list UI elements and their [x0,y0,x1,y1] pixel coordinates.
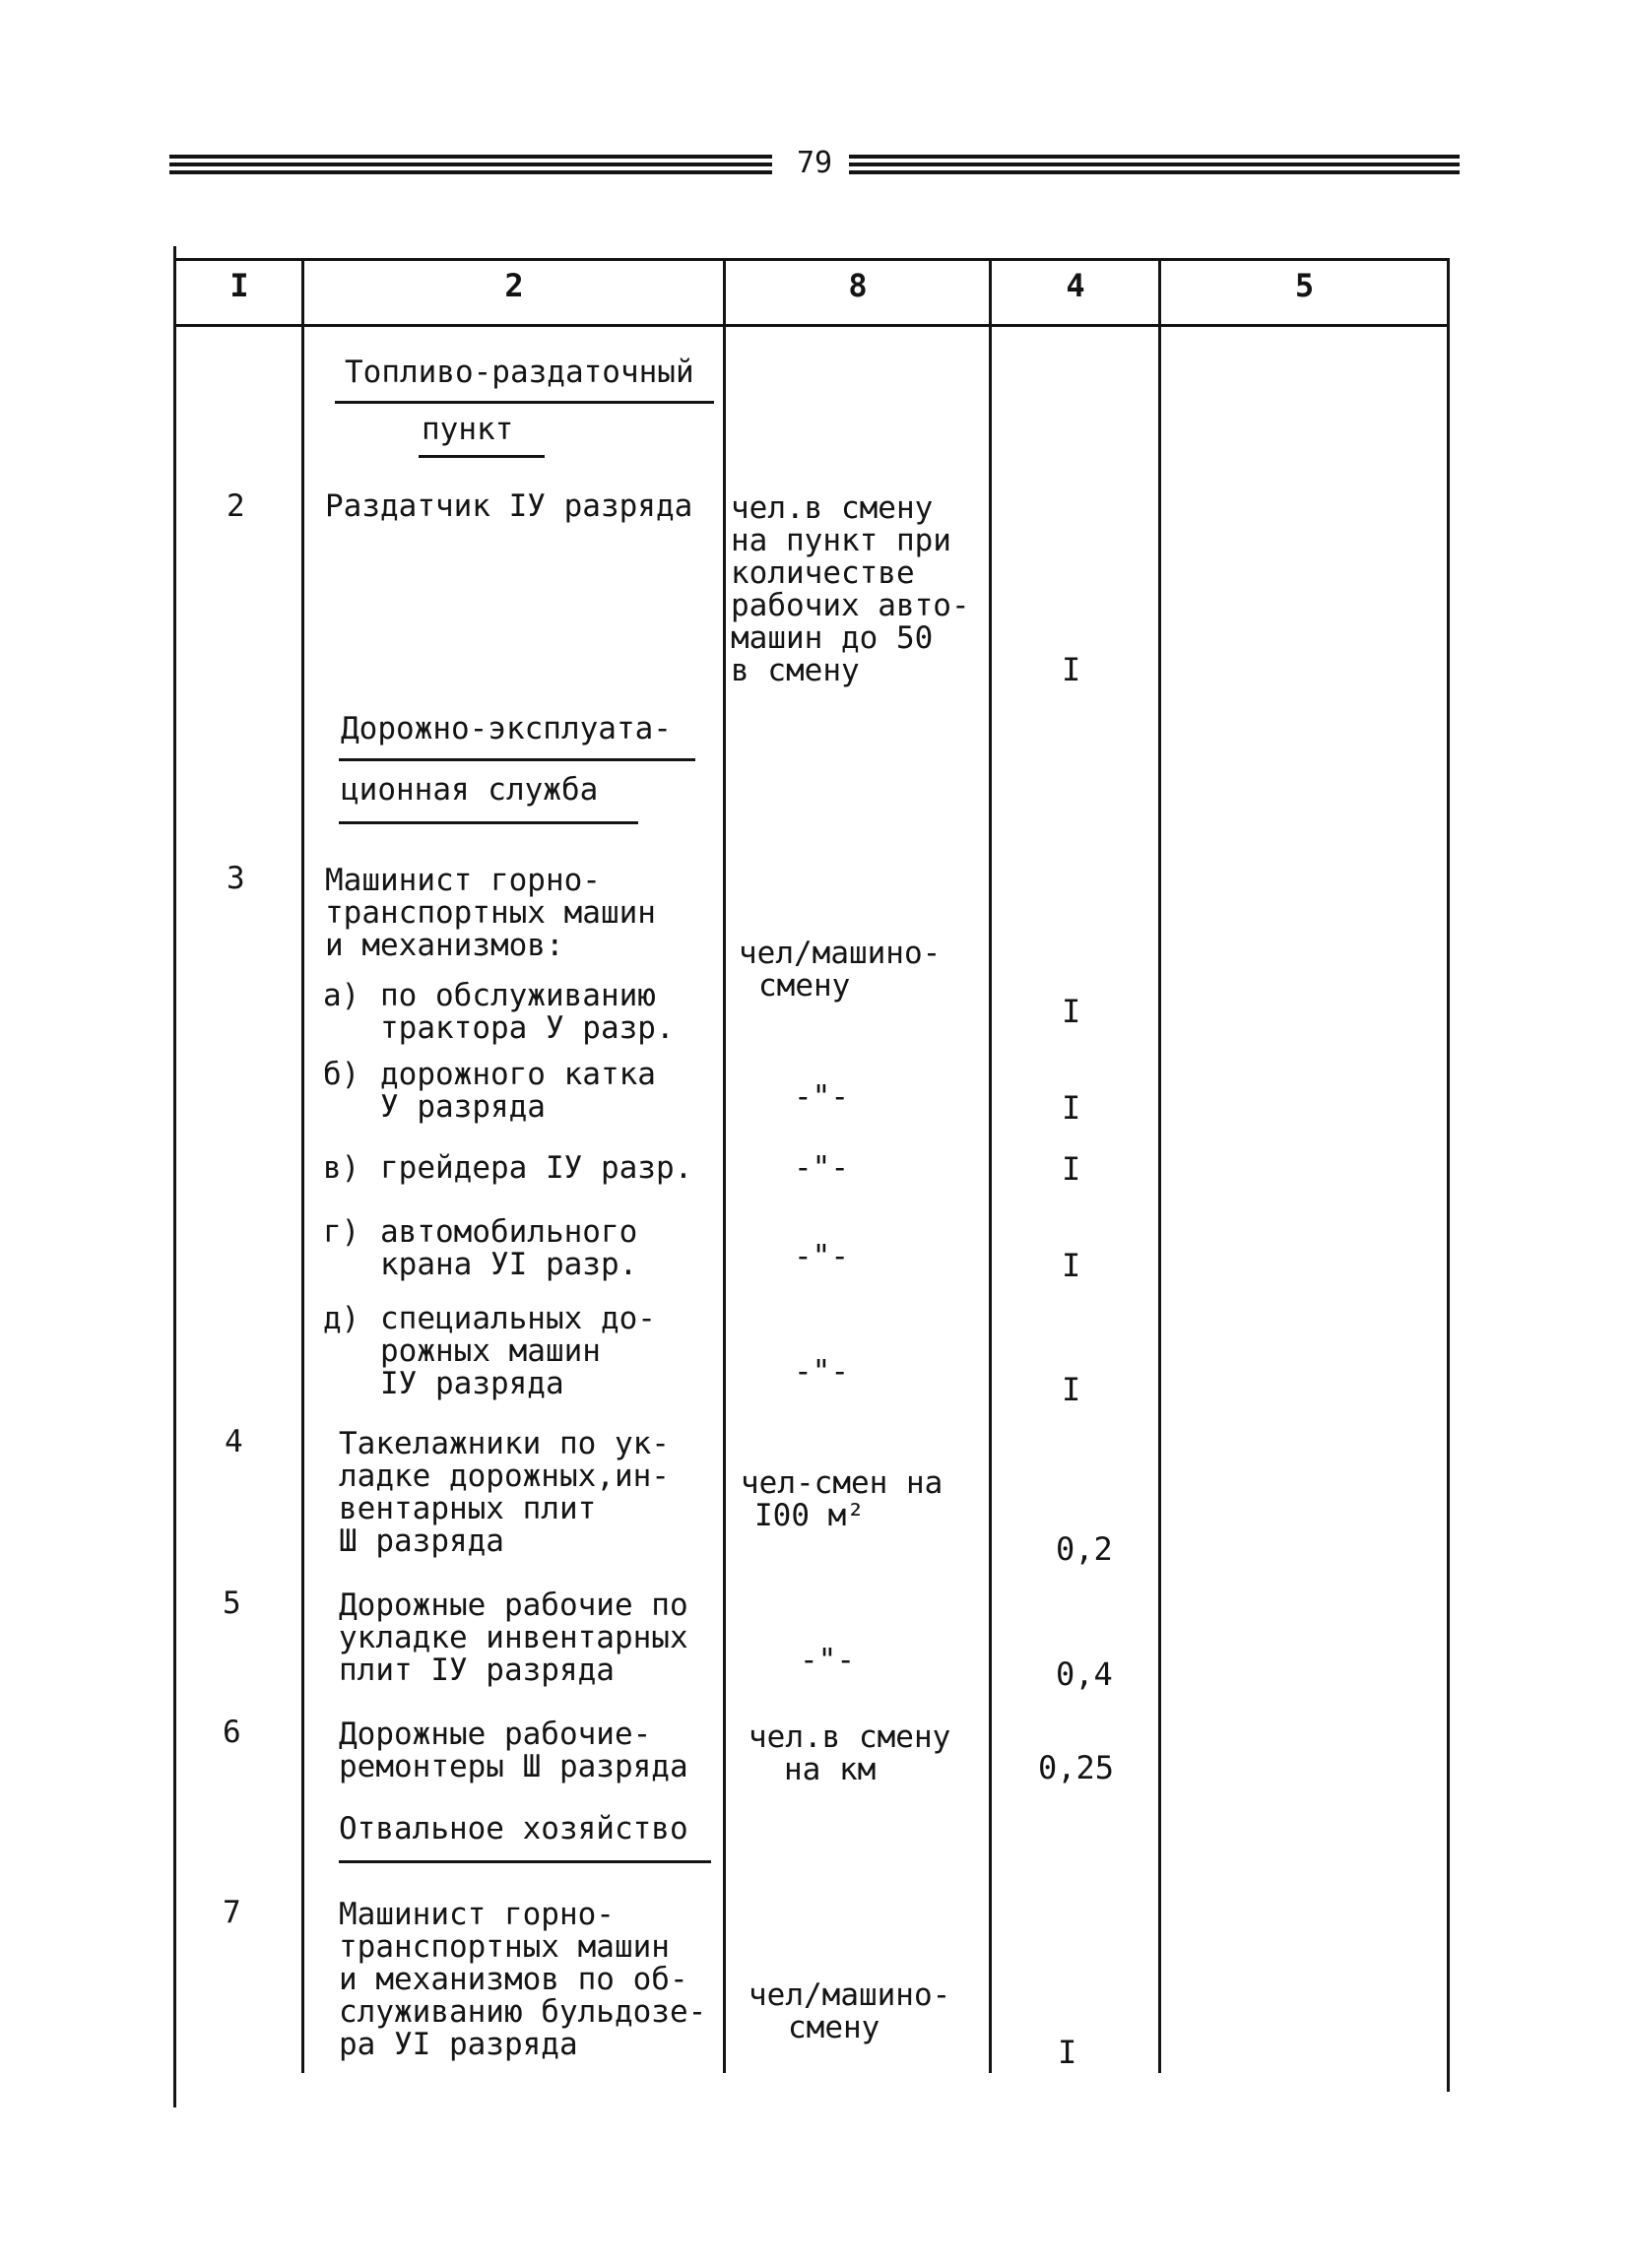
row-name: плит IУ разряда [339,1652,615,1688]
column-header: 4 [1066,267,1085,304]
row-value: 0,4 [1056,1655,1113,1693]
section-title: пункт [422,412,514,447]
row-name: ремонтеры Ш разряда [339,1749,688,1784]
row-number: 6 [223,1715,241,1750]
section-title: Топливо-раздаточный [345,355,694,390]
header-rule-right [849,155,1460,159]
column-divider [301,258,304,2073]
row-number: 7 [223,1895,241,1930]
subitem-letter: а) [323,978,360,1013]
subitem-unit: -"- [794,1150,849,1186]
subitem-letter: б) [323,1057,360,1092]
section-underline [335,401,714,404]
row-unit: в смену [731,653,860,688]
header-rule-right [849,170,1460,174]
row-number: 4 [225,1424,243,1459]
row-number: 3 [227,861,245,896]
section-underline [339,758,695,761]
table-left-border [173,246,176,2107]
row-value: 0,25 [1038,1749,1115,1786]
row-unit: количестве [731,555,915,591]
row-unit: чел.в смену [749,1719,951,1755]
row-value: 0,2 [1056,1530,1113,1568]
row-value: I [1062,651,1081,688]
section-title: ционная служба [341,772,599,808]
row-name: и механизмов по об- [339,1962,688,1997]
table-top-border [173,258,1450,261]
row-name: ладке дорожных,ин- [339,1458,670,1494]
row-name: укладке инвентарных [339,1620,688,1655]
row-unit: рабочих авто- [731,588,970,623]
subitem-letter: д) [323,1301,360,1336]
header-rule-left [169,162,772,166]
row-name: Дорожные рабочие- [339,1717,652,1752]
subitem-text: IУ разряда [380,1366,564,1401]
subitem-unit: -"- [794,1354,849,1390]
section-underline [419,455,545,458]
subitem-value: I [1062,1247,1081,1284]
page-number: 79 [796,146,833,180]
subitem-letter: в) [323,1150,360,1186]
row-number: 2 [227,488,245,524]
row-name: Машинист горно- [325,863,601,898]
section-underline [339,821,638,824]
subitem-unit: -"- [794,1079,849,1115]
column-header: 8 [848,267,868,304]
row-unit: на км [784,1752,877,1787]
table-header-divider [173,324,1450,327]
row-name: Такелажники по ук- [339,1426,670,1461]
row-unit: чел/машино- [749,1977,951,2013]
row-unit: на пункт при [731,523,951,558]
column-divider [1158,258,1161,2073]
row-unit: I00 м² [754,1498,865,1533]
header-rule-left [169,155,772,159]
subitem-unit: -"- [794,1239,849,1274]
row-unit: смену [758,968,851,1004]
subitem-text: крана УI разр. [380,1247,638,1282]
header-rule-left [169,170,772,174]
section-underline [339,1860,711,1863]
row-unit: чел/машино- [739,936,942,971]
row-name: Машинист горно- [339,1897,615,1932]
section-title: Дорожно-эксплуата- [341,711,672,746]
subitem-value: I [1062,1371,1081,1408]
column-divider [989,258,992,2073]
row-number: 5 [223,1586,241,1621]
row-unit: чел.в смену [731,490,934,526]
subitem-text: У разряда [380,1089,546,1125]
column-header: 2 [504,267,524,304]
subitem-text: по обслуживанию [380,978,656,1013]
subitem-text: специальных до- [380,1301,656,1336]
row-value: I [1058,2034,1077,2071]
subitem-letter: г) [323,1214,360,1250]
column-divider [723,258,726,2073]
section-title: Отвальное хозяйство [339,1811,688,1847]
subitem-value: I [1062,1150,1081,1188]
row-unit: машин до 50 [731,620,934,656]
row-name: ра УI разряда [339,2027,578,2062]
column-header: I [229,267,249,304]
header-rule-right [849,162,1460,166]
subitem-text: дорожного катка [380,1057,656,1092]
column-header: 5 [1294,267,1315,304]
row-unit: смену [788,2010,880,2045]
subitem-text: грейдера IУ разр. [380,1150,693,1186]
row-unit: -"- [800,1643,855,1678]
row-name: Раздатчик IУ разряда [325,488,693,524]
subitem-value: I [1062,993,1081,1030]
subitem-value: I [1062,1089,1081,1127]
row-name: транспортных машин [325,895,656,931]
row-name: вентарных плит [339,1491,597,1526]
row-name: Ш разряда [339,1523,504,1559]
row-unit: чел-смен на [741,1465,944,1501]
row-name: и механизмов: [325,928,564,963]
row-name: транспортных машин [339,1929,670,1965]
row-name: служиванию бульдозе- [339,1994,707,2030]
subitem-text: автомобильного [380,1214,638,1250]
subitem-text: рожных машин [380,1333,601,1369]
table-right-border [1447,258,1450,2092]
subitem-text: трактора У разр. [380,1010,675,1046]
row-name: Дорожные рабочие по [339,1588,688,1623]
